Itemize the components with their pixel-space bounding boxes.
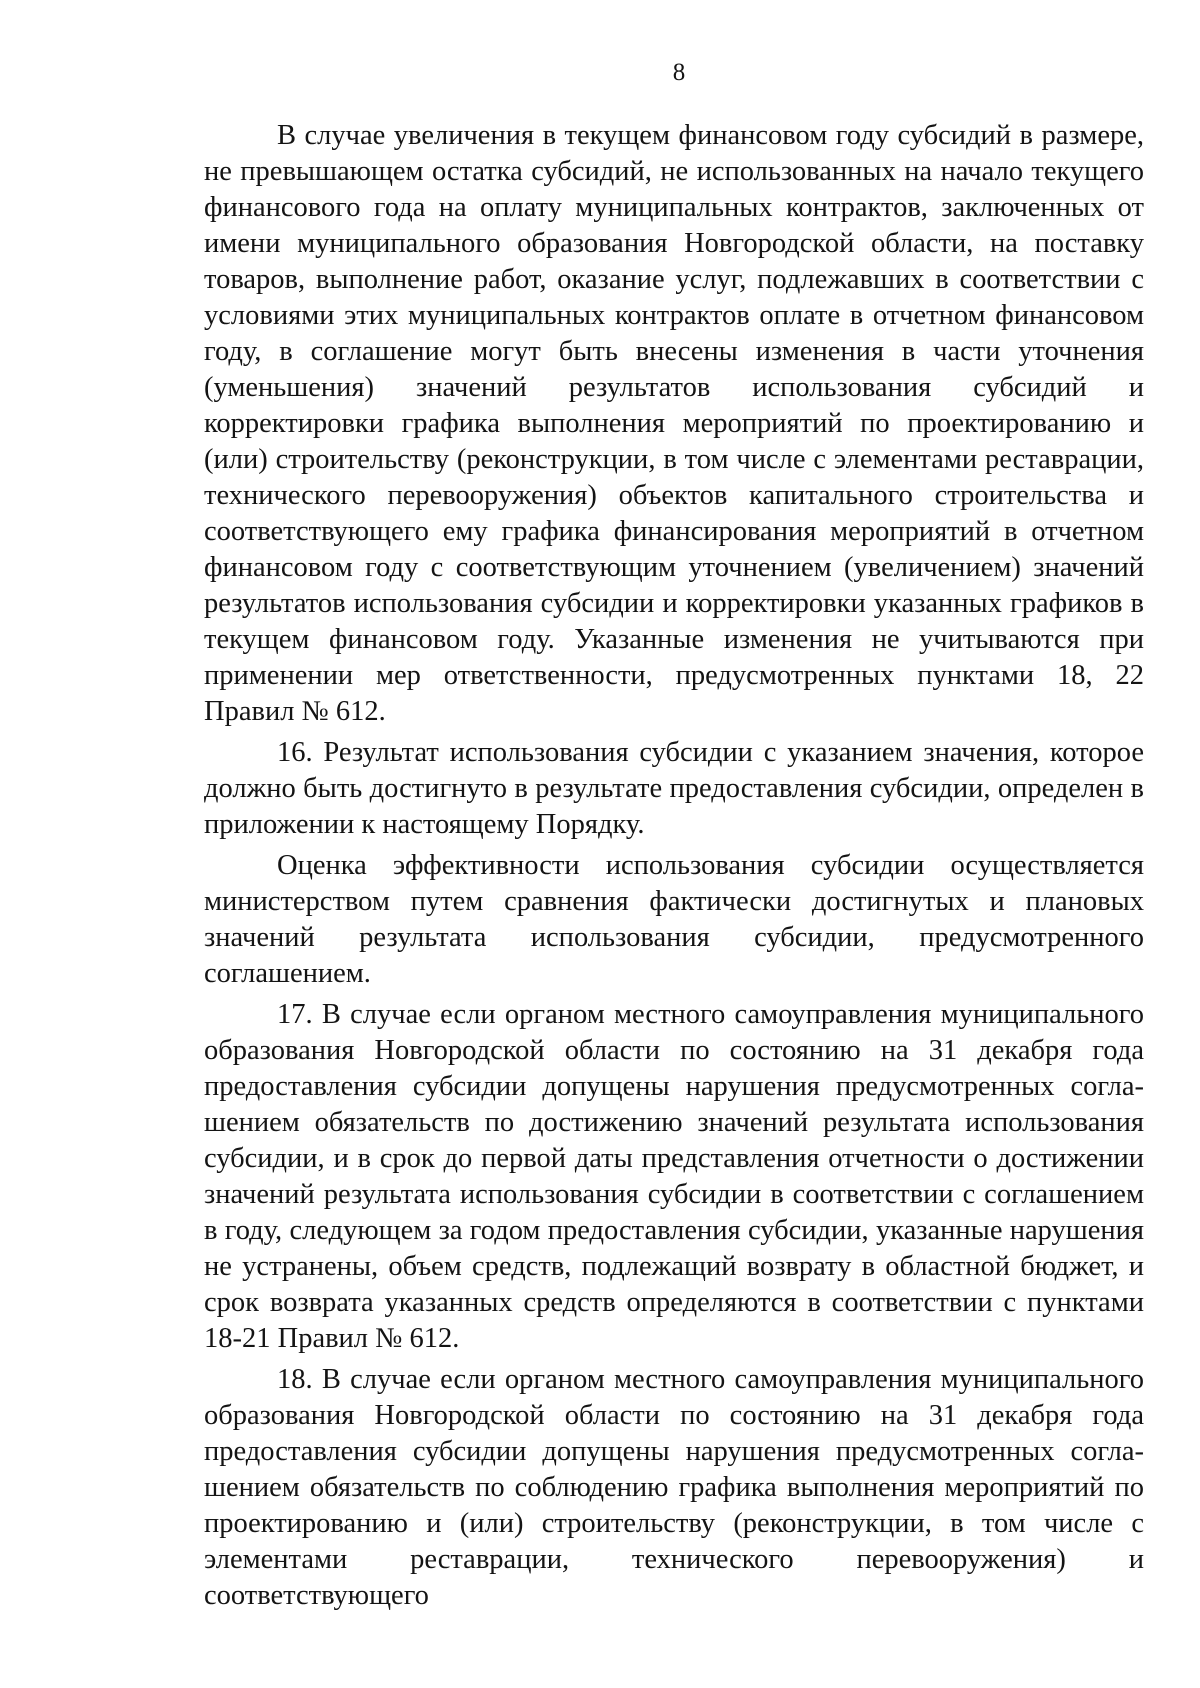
document-body [204,118,1144,1619]
paragraph-16-result: 16. Результат использования субсидии с указанием значения, которое должно быть достигнуто в результате предоставления субсидии, определен в приложении к настоящему Порядку. [204,737,1144,840]
paragraph-17-violations: 17. В случае если органом местного самоуправления муниципального образования Новгородской области по состоянию на 31 декабря года предоставления субсидии допущены нарушения предусмотренных согла-шением обязательств по достижению значений результата использования субсидии, и в срок до первой даты представления отчетности о достижении значений результата использования субсидии в соответствии с соглашением в году, следующем за годом предоставления субсидии, указанные нарушения не устранены, объем средств, подлежащий возврату в областной бюджет, и срок возврата указанных средств определяются в соответствии с пунктами 18-21 Правил № 612. [204,999,1144,1354]
page-number: 8 [672,59,686,86]
paragraph-18-schedule: 18. В случае если органом местного самоуправления муниципального образования Новгородской области по состоянию на 31 декабря года предоставления субсидии допущены нарушения предусмотренных согла-шением обязательств по соблюдению графика выполнения мероприятий по проектированию и (или) строительству (реконструкции, в том числе с элементами реставрации, технического перевооружения) и соответствующего [204,1364,1144,1611]
paragraph-budget-increase: В случае увеличения в текущем финансовом году субсидий в размере, не превышающем остатка субсидий, не использованных на начало текущего финансового года на оплату муниципальных контрактов, заключенных от имени муниципального образования Новгородской области, на поставку товаров, выполнение работ, оказание услуг, подлежавших в соответствии с условиями этих муниципальных контрактов оплате в отчетном финансовом году, в соглашение могут быть внесены изменения в части уточнения (уменьшения) значений результатов использования субсидий и корректировки графика выполнения мероприятий по проектированию и (или) строительству (реконструкции, в том числе с элементами реставрации, технического перевооружения) объектов капитального строительства и соответствующего ему графика финансирования мероприятий в отчетном финансовом году с соответствующим уточнением (увеличением) значений результатов использования субсидии и корректировки указанных графиков в текущем финансовом году. Указанные изменения не учитываются при применении мер ответственности, предусмотренных пунктами 18, 22 Правил № 612. [204,120,1144,727]
paragraph-efficiency-assessment: Оценка эффективности использования субсидии осуществляется министерством путем сравнения фактически достигнутых и плановых значений результата использования субсидии, предусмотренного соглашением. [204,850,1144,989]
